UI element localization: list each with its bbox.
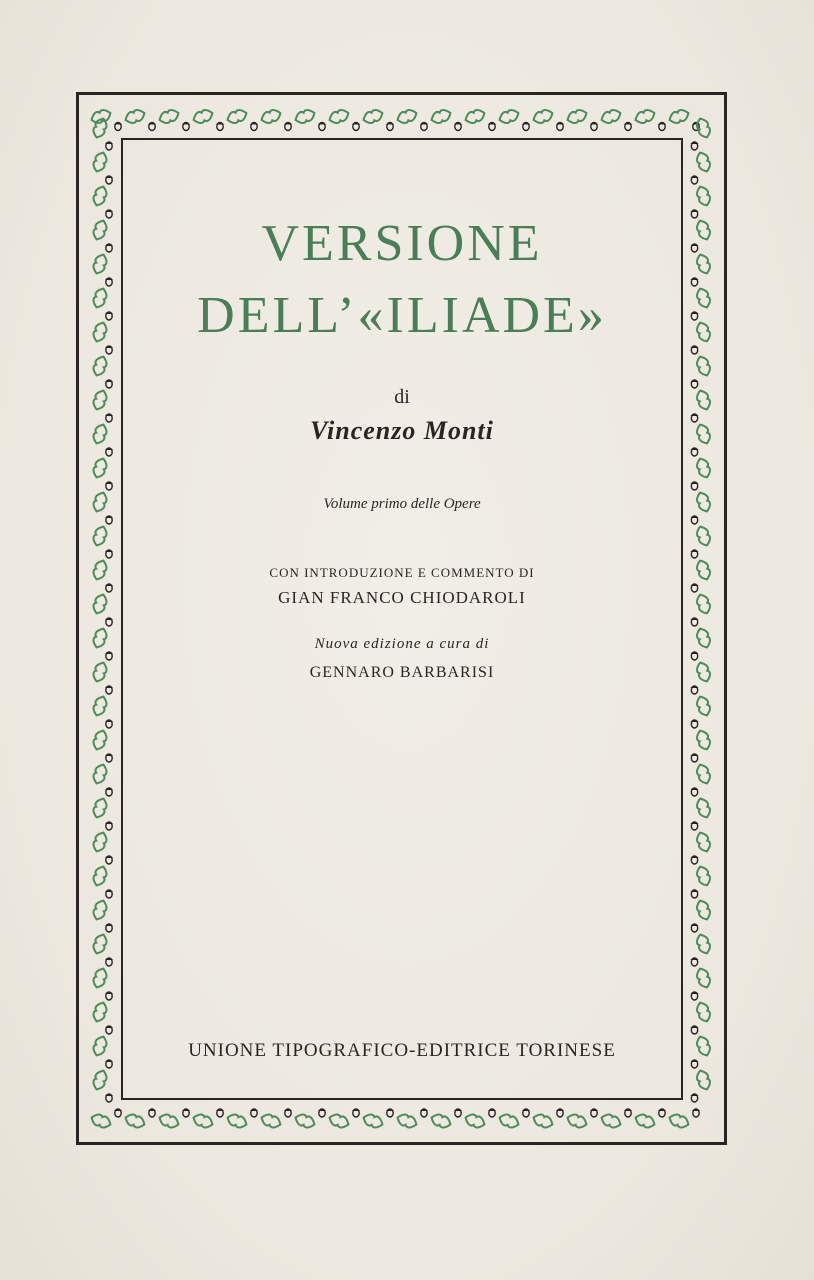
publisher-name: UNIONE TIPOGRAFICO-EDITRICE TORINESE xyxy=(188,1040,616,1061)
introduction-label: CON INTRODUZIONE E COMMENTO DI xyxy=(269,565,535,580)
volume-note: Volume primo delle Opere xyxy=(323,496,481,512)
commentator-name: GIAN FRANCO CHIODAROLI xyxy=(278,588,526,607)
inner-frame-rule xyxy=(121,138,683,1100)
by-label: di xyxy=(394,386,410,408)
book-title-line-1: VERSIONE xyxy=(261,215,543,272)
editor-name: GENNARO BARBARISI xyxy=(309,664,495,681)
new-edition-label: Nuova edizione a cura di xyxy=(314,636,490,652)
book-title-line-2: DELL’«ILIADE» xyxy=(197,287,607,344)
author-name: Vincenzo Monti xyxy=(310,416,494,445)
